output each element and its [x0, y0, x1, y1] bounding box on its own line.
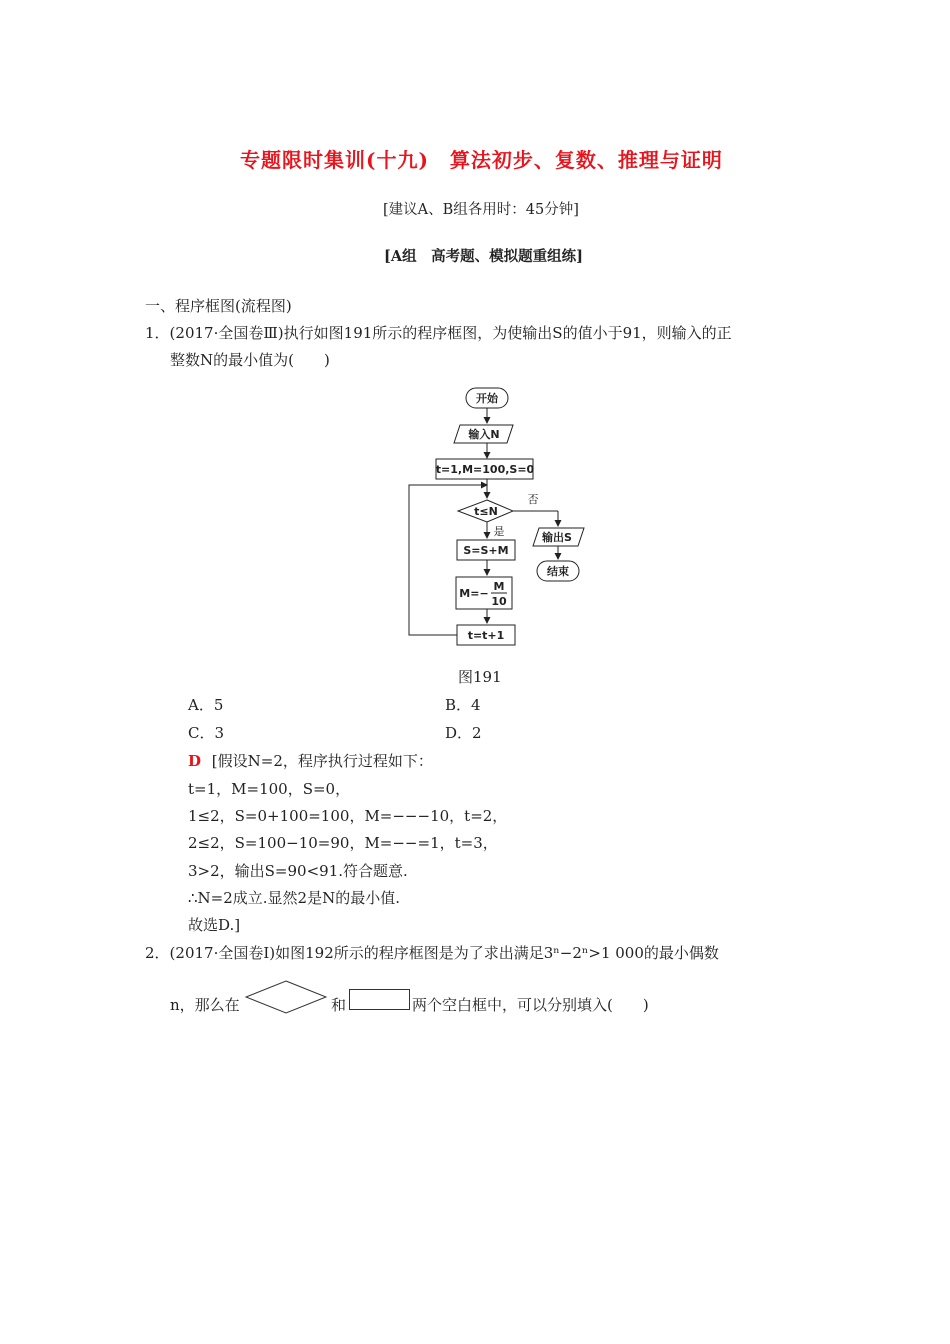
answer-line-2: t=1，M=100，S=0，	[188, 780, 351, 798]
answer-line-1	[188, 751, 433, 771]
question-1-line-2: 整数N的最小值为( )	[170, 351, 330, 369]
answer-line-3: 1≤2，S=0+100=100，M=−−−10，t=2，	[188, 807, 508, 825]
option-c: C．3	[188, 724, 225, 742]
answer-line-5: 3>2，输出S=90<91.符合题意.	[188, 862, 408, 880]
answer-line-7: 故选D.]	[188, 916, 241, 934]
input-label: 输入N	[468, 428, 500, 441]
section-heading: 一、程序框图(流程图)	[145, 297, 292, 315]
question-2-post: 两个空白框中，可以分别填入( )	[412, 996, 649, 1014]
answer-line-4: 2≤2，S=100−10=90，M=−−=1，t=3，	[188, 834, 498, 852]
t-step-label: t=t+1	[467, 629, 505, 642]
blank-rect-shape	[349, 989, 410, 1010]
answer-line-6: ∴N=2成立.显然2是N的最小值.	[188, 889, 400, 907]
flowchart	[400, 383, 600, 653]
option-d: D．2	[445, 724, 482, 742]
condition-label: t≤N	[474, 505, 498, 518]
start-label: 开始	[476, 392, 498, 405]
sum-step-label: S=S+M	[463, 544, 509, 557]
option-b: B．4	[445, 696, 481, 714]
m-step-num: M	[493, 580, 505, 593]
answer-text-1: [假设N=2，程序执行过程如下：	[211, 752, 433, 770]
end-label: 结束	[547, 565, 569, 578]
no-label: 否	[527, 493, 539, 506]
question-2-mid: 和	[331, 996, 347, 1014]
group-heading: [A组 高考题、模拟题重组练]	[384, 248, 583, 265]
m-step-left: M=−	[459, 587, 489, 600]
page-title: 专题限时集训(十九) 算法初步、复数、推理与证明	[240, 148, 723, 172]
question-2-pre: n，那么在	[170, 996, 240, 1014]
yes-label: 是	[493, 525, 505, 538]
blank-diamond-shape	[245, 980, 327, 1014]
init-label: t=1,M=100,S=0	[435, 463, 535, 476]
answer-letter: D	[188, 752, 202, 770]
m-step-den: 10	[491, 595, 507, 608]
output-label: 输出S	[542, 531, 572, 544]
question-1-line-1: 1．(2017·全国卷Ⅲ)执行如图191所示的程序框图，为使输出S的值小于91，则输入的正	[145, 324, 732, 342]
time-suggestion: [建议A、B组各用时：45分钟]	[383, 202, 579, 218]
option-a: A．5	[188, 696, 224, 714]
question-2-line-1: 2．(2017·全国卷Ⅰ)如图192所示的程序框图是为了求出满足3ⁿ−2ⁿ>1 000的最小偶数	[145, 944, 719, 962]
figure-caption: 图191	[458, 668, 502, 686]
